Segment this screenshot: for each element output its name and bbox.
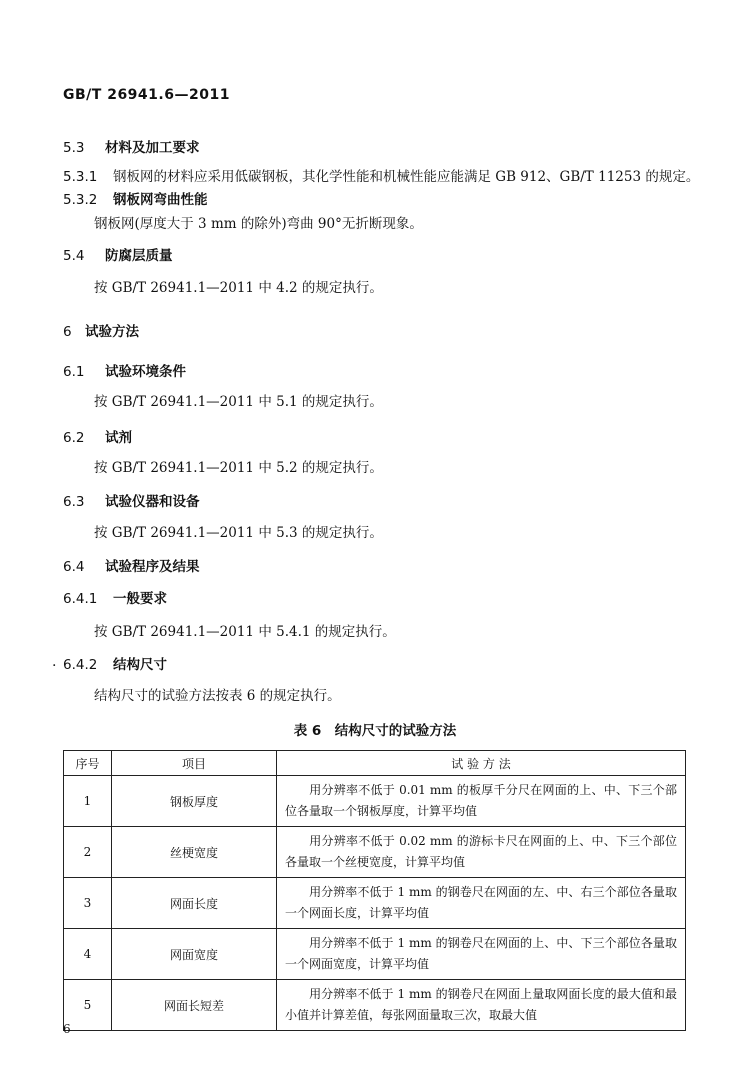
column-header-method: 试 验 方 法 bbox=[277, 751, 686, 776]
section-number: 6.1 bbox=[63, 364, 85, 380]
cell-item: 钢板厚度 bbox=[112, 776, 277, 827]
section-number: 6.2 bbox=[63, 430, 85, 446]
cell-no: 5 bbox=[64, 980, 112, 1031]
paragraph-6-2: 按 GB/T 26941.1—2011 中 5.2 的规定执行。 bbox=[94, 460, 383, 476]
table-caption: 表 6 结构尺寸的试验方法 bbox=[293, 723, 457, 739]
section-title: 试验仪器和设备 bbox=[105, 494, 200, 510]
cell-method: 用分辨率不低于 1 mm 的钢卷尺在网面的左、中、右三个部位各量取一个网面长度，计算平均值 bbox=[277, 878, 686, 929]
section-heading-6-4-2 bbox=[63, 653, 167, 673]
paragraph-6-1: 按 GB/T 26941.1—2011 中 5.1 的规定执行。 bbox=[94, 394, 383, 410]
cell-item: 网面宽度 bbox=[112, 929, 277, 980]
section-title: 钢板网弯曲性能 bbox=[113, 192, 208, 208]
page-number: 6 bbox=[63, 1022, 71, 1036]
section-heading-6-4 bbox=[63, 555, 200, 575]
margin-dot: . bbox=[52, 654, 57, 670]
document-code-header: GB/T 26941.6—2011 bbox=[63, 87, 230, 103]
table-row bbox=[64, 776, 686, 827]
table-header-row bbox=[64, 751, 686, 776]
section-heading-6-4-1 bbox=[63, 587, 167, 607]
table-row bbox=[64, 827, 686, 878]
section-number: 6.4 bbox=[63, 559, 85, 575]
section-heading-6-2 bbox=[63, 426, 132, 446]
table-row bbox=[64, 878, 686, 929]
cell-item: 丝梗宽度 bbox=[112, 827, 277, 878]
section-number: 5.3 bbox=[63, 140, 85, 156]
section-title: 试验环境条件 bbox=[105, 364, 186, 380]
section-title: 一般要求 bbox=[113, 591, 167, 607]
section-title: 试剂 bbox=[105, 430, 132, 446]
test-methods-table bbox=[63, 750, 686, 1031]
section-heading-6 bbox=[63, 320, 139, 340]
cell-item: 网面长度 bbox=[112, 878, 277, 929]
paragraph-6-4-2: 结构尺寸的试验方法按表 6 的规定执行。 bbox=[94, 688, 341, 704]
section-title: 试验程序及结果 bbox=[105, 559, 200, 575]
section-number: 5.4 bbox=[63, 248, 85, 264]
section-heading-6-3 bbox=[63, 490, 200, 510]
section-number: 6 bbox=[63, 324, 72, 340]
cell-item: 网面长短差 bbox=[112, 980, 277, 1031]
cell-no: 2 bbox=[64, 827, 112, 878]
section-title: 材料及加工要求 bbox=[105, 140, 200, 156]
clause-number: 5.3.1 bbox=[63, 169, 98, 185]
cell-method: 用分辨率不低于 0.01 mm 的板厚千分尺在网面的上、中、下三个部位各量取一个钢板厚度，计算平均值 bbox=[277, 776, 686, 827]
paragraph-6-4-1: 按 GB/T 26941.1—2011 中 5.4.1 的规定执行。 bbox=[94, 624, 396, 640]
section-number: 6.4.2 bbox=[63, 657, 98, 673]
table-row bbox=[64, 929, 686, 980]
cell-no: 4 bbox=[64, 929, 112, 980]
section-heading-5-3-2 bbox=[63, 188, 208, 208]
section-title: 结构尺寸 bbox=[113, 657, 167, 673]
section-title: 试验方法 bbox=[85, 324, 139, 340]
clause-5-3-1 bbox=[63, 165, 699, 185]
section-heading-5-3 bbox=[63, 136, 200, 156]
section-heading-5-4 bbox=[63, 244, 173, 264]
clause-text: 钢板网的材料应采用低碳钢板，其化学性能和机械性能应能满足 GB 912、GB/T 11253 的规定。 bbox=[113, 169, 700, 185]
section-number: 6.3 bbox=[63, 494, 85, 510]
paragraph-5-4: 按 GB/T 26941.1—2011 中 4.2 的规定执行。 bbox=[94, 280, 383, 296]
paragraph-bending: 钢板网(厚度大于 3 mm 的除外)弯曲 90°无折断现象。 bbox=[94, 216, 423, 232]
cell-no: 1 bbox=[64, 776, 112, 827]
paragraph-6-3: 按 GB/T 26941.1—2011 中 5.3 的规定执行。 bbox=[94, 525, 383, 541]
section-heading-6-1 bbox=[63, 360, 186, 380]
cell-no: 3 bbox=[64, 878, 112, 929]
column-header-item: 项目 bbox=[112, 751, 277, 776]
table-row bbox=[64, 980, 686, 1031]
cell-method: 用分辨率不低于 1 mm 的钢卷尺在网面上量取网面长度的最大值和最小值并计算差值，每张网面量取三次，取最大值 bbox=[277, 980, 686, 1031]
cell-method: 用分辨率不低于 0.02 mm 的游标卡尺在网面的上、中、下三个部位各量取一个丝梗宽度，计算平均值 bbox=[277, 827, 686, 878]
column-header-no: 序号 bbox=[64, 751, 112, 776]
section-number: 6.4.1 bbox=[63, 591, 98, 607]
section-title: 防腐层质量 bbox=[105, 248, 173, 264]
cell-method: 用分辨率不低于 1 mm 的钢卷尺在网面的上、中、下三个部位各量取一个网面宽度，计算平均值 bbox=[277, 929, 686, 980]
section-number: 5.3.2 bbox=[63, 192, 98, 208]
